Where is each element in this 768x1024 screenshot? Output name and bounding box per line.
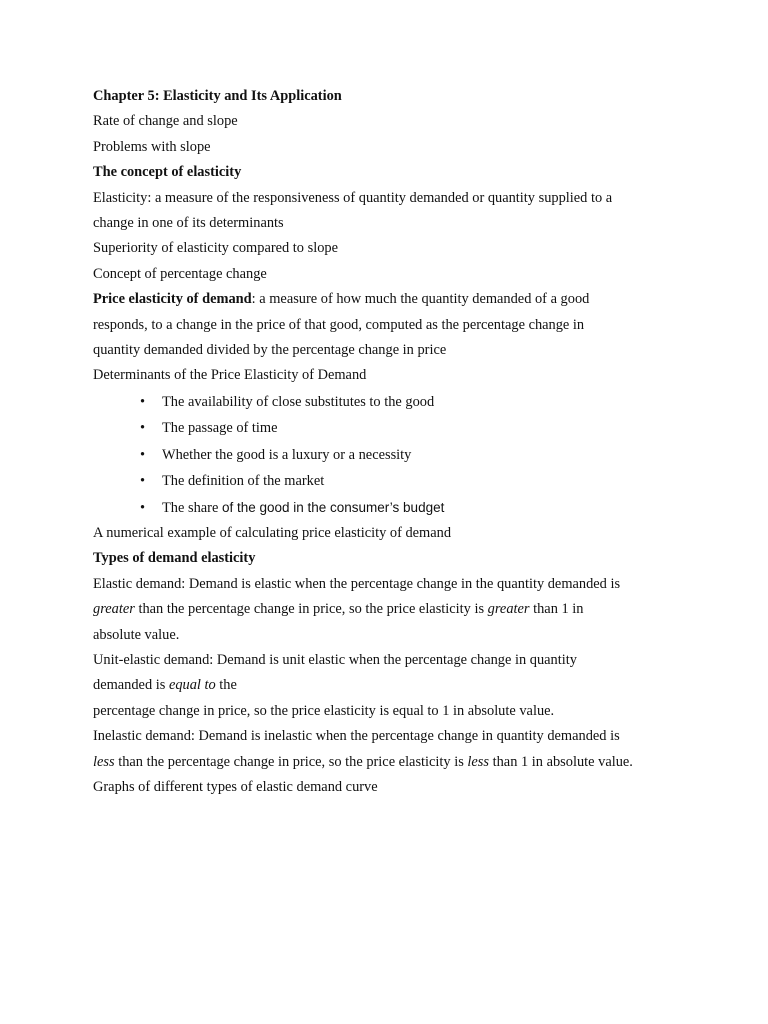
line-graphs: Graphs of different types of elastic demand curve [93, 778, 378, 795]
unit-elastic-line-1: Unit-elastic demand: Demand is unit elastic when the percentage change in quantity [93, 651, 577, 668]
ped-term: Price elasticity of demand [93, 291, 252, 308]
line-superiority: Superiority of elasticity compared to slope [93, 240, 338, 257]
bullet-icon: • [140, 473, 146, 490]
list-item-text: The availability of close substitutes to the good [162, 393, 435, 410]
list-item-text: Whether the good is a luxury or a necessity [162, 446, 412, 463]
list-item-text: The definition of the market [162, 473, 325, 490]
heading-determinants: Determinants of the Price Elasticity of Demand [93, 367, 367, 384]
ped-definition-line-3: quantity demanded divided by the percentage change in price [93, 342, 447, 359]
emphasis-less: less [93, 753, 115, 770]
list-item [93, 389, 693, 415]
line-numerical-example: A numerical example of calculating price elasticity of demand [93, 524, 452, 541]
ped-definition-line-2: responds, to a change in the price of that good, computed as the percentage change in [93, 316, 585, 333]
line-percentage-change: Concept of percentage change [93, 265, 267, 282]
ped-definition-text: : a measure of how much the quantity demanded of a good [251, 291, 590, 308]
list-item-text-rest: of the good in the consumer’s budget [221, 499, 445, 515]
heading-concept-elasticity: The concept of elasticity [93, 164, 242, 181]
bullet-icon: • [140, 499, 146, 516]
unit-elastic-text: the [215, 677, 237, 694]
elastic-demand-line-2 [93, 597, 693, 622]
elastic-demand-text: than 1 in [529, 601, 584, 618]
emphasis-greater: greater [93, 601, 135, 618]
inelastic-line-1: Inelastic demand: Demand is inelastic when the percentage change in quantity demanded is [93, 728, 620, 745]
list-item-text-prefix: The share [162, 499, 222, 516]
inelastic-text: than the percentage change in price, so the price elasticity is [114, 753, 468, 770]
elastic-demand-line-1: Elastic demand: Demand is elastic when the percentage change in the quantity demanded is [93, 575, 621, 592]
inelastic-text: than 1 in absolute value. [489, 753, 633, 770]
list-item [93, 442, 693, 468]
elastic-demand-text: than the percentage change in price, so the price elasticity is [134, 601, 488, 618]
chapter-title: Chapter 5: Elasticity and Its Application [93, 88, 342, 104]
emphasis-less: less [467, 753, 490, 770]
unit-elastic-line-3: percentage change in price, so the price elasticity is equal to 1 in absolute value. [93, 702, 555, 719]
determinants-list [93, 389, 693, 521]
bullet-icon: • [140, 420, 146, 437]
unit-elastic-text: demanded is [93, 677, 169, 694]
line-problems-slope: Problems with slope [93, 138, 211, 155]
elasticity-definition-line-2: change in one of its determinants [93, 215, 284, 232]
elastic-demand-line-3: absolute value. [93, 626, 180, 643]
bullet-icon: • [140, 446, 146, 463]
elasticity-definition-line-1: Elasticity: a measure of the responsiveness of quantity demanded or quantity supplied to a [93, 189, 613, 206]
emphasis-greater: greater [487, 601, 530, 618]
line-rate-of-change: Rate of change and slope [93, 113, 238, 130]
unit-elastic-line-2 [93, 673, 693, 698]
list-item [93, 495, 693, 521]
list-item [93, 415, 693, 441]
bullet-icon: • [140, 393, 146, 410]
document-page [93, 84, 693, 800]
list-item-text: The passage of time [162, 420, 278, 437]
emphasis-equal-to: equal to [168, 677, 216, 694]
list-item [93, 468, 693, 494]
inelastic-line-2 [93, 750, 693, 775]
heading-types-demand-elasticity: Types of demand elasticity [93, 550, 256, 567]
ped-definition-line-1 [93, 287, 693, 312]
